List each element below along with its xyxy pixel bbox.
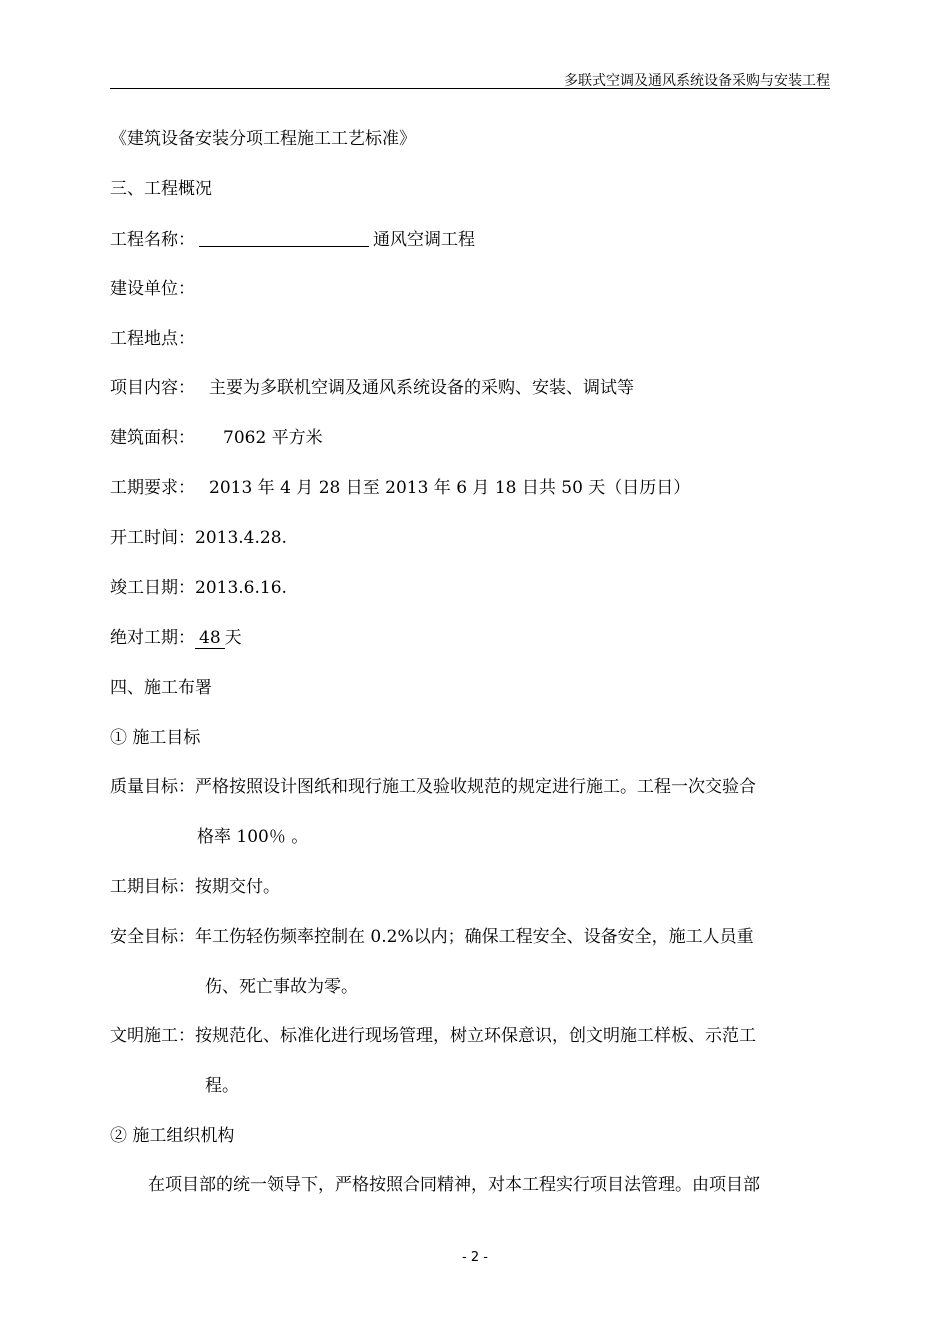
- period-label: 工期要求：: [110, 478, 195, 498]
- civil-value: 按规范化、标准化进行现场管理，树立环保意识，创文明施工样板、示范工: [195, 1026, 756, 1046]
- project-name-row: [110, 228, 475, 251]
- start-row: [110, 527, 287, 549]
- project-name-blank: [199, 228, 369, 247]
- schedule-row: [110, 876, 280, 898]
- period-row: [110, 477, 690, 499]
- safety-row: [110, 926, 754, 948]
- quality-label: 质量目标：: [110, 777, 195, 797]
- safety-label: 安全目标：: [110, 927, 195, 947]
- section-heading-overview: 三、工程概况: [110, 179, 212, 199]
- quality-value: 严格按照设计图纸和现行施工及验收规范的规定进行施工。工程一次交验合: [195, 777, 756, 797]
- quality-row: [110, 776, 756, 798]
- content-row: [110, 377, 634, 399]
- location-label: 工程地点：: [110, 329, 195, 349]
- abs-unit: 天: [224, 628, 242, 648]
- end-row: [110, 577, 287, 599]
- content-value: 主要为多联机空调及通风系统设备的采购、安装、调试等: [209, 378, 634, 398]
- quality-continuation: 格率 100％ 。: [197, 827, 309, 847]
- end-value: 2013.6.16.: [195, 578, 287, 598]
- section-heading-deployment: 四、施工布署: [110, 678, 212, 698]
- org-paragraph: 在项目部的统一领导下，严格按照合同精神，对本工程实行项目法管理。由项目部: [148, 1175, 760, 1195]
- start-value: 2013.4.28.: [195, 528, 287, 548]
- abs-label: 绝对工期：: [110, 628, 195, 648]
- safety-continuation: 伤、死亡事故为零。: [205, 977, 358, 997]
- area-label: 建筑面积：: [110, 428, 195, 448]
- area-value: 7062 平方米: [223, 428, 323, 448]
- civil-label: 文明施工：: [110, 1026, 195, 1046]
- civil-continuation: 程。: [205, 1076, 239, 1096]
- client-label: 建设单位：: [110, 279, 195, 299]
- civil-row: [110, 1025, 756, 1047]
- absolute-duration-row: [110, 627, 242, 649]
- abs-value: 48: [195, 628, 225, 649]
- goal-heading: ① 施工目标: [110, 728, 201, 748]
- header-rule: [110, 88, 830, 89]
- area-row: [110, 427, 323, 449]
- content-label: 项目内容：: [110, 378, 195, 398]
- org-heading: ② 施工组织机构: [110, 1126, 235, 1146]
- start-label: 开工时间：: [110, 528, 195, 548]
- standard-reference: 《建筑设备安装分项工程施工工艺标准》: [110, 129, 416, 149]
- running-header: 多联式空调及通风系统设备采购与安装工程: [564, 73, 830, 89]
- period-value: 2013 年 4 月 28 日至 2013 年 6 月 18 日共 50 天（日历日）: [209, 478, 691, 498]
- project-name-value: 通风空调工程: [373, 230, 475, 250]
- safety-value: 年工伤轻伤频率控制在 0.2%以内；确保工程安全、设备安全，施工人员重: [195, 927, 754, 947]
- schedule-value: 按期交付。: [195, 877, 280, 897]
- page-number: - 2 -: [462, 1250, 488, 1265]
- project-name-label: 工程名称：: [110, 230, 195, 250]
- end-label: 竣工日期：: [110, 578, 195, 598]
- schedule-label: 工期目标：: [110, 877, 195, 897]
